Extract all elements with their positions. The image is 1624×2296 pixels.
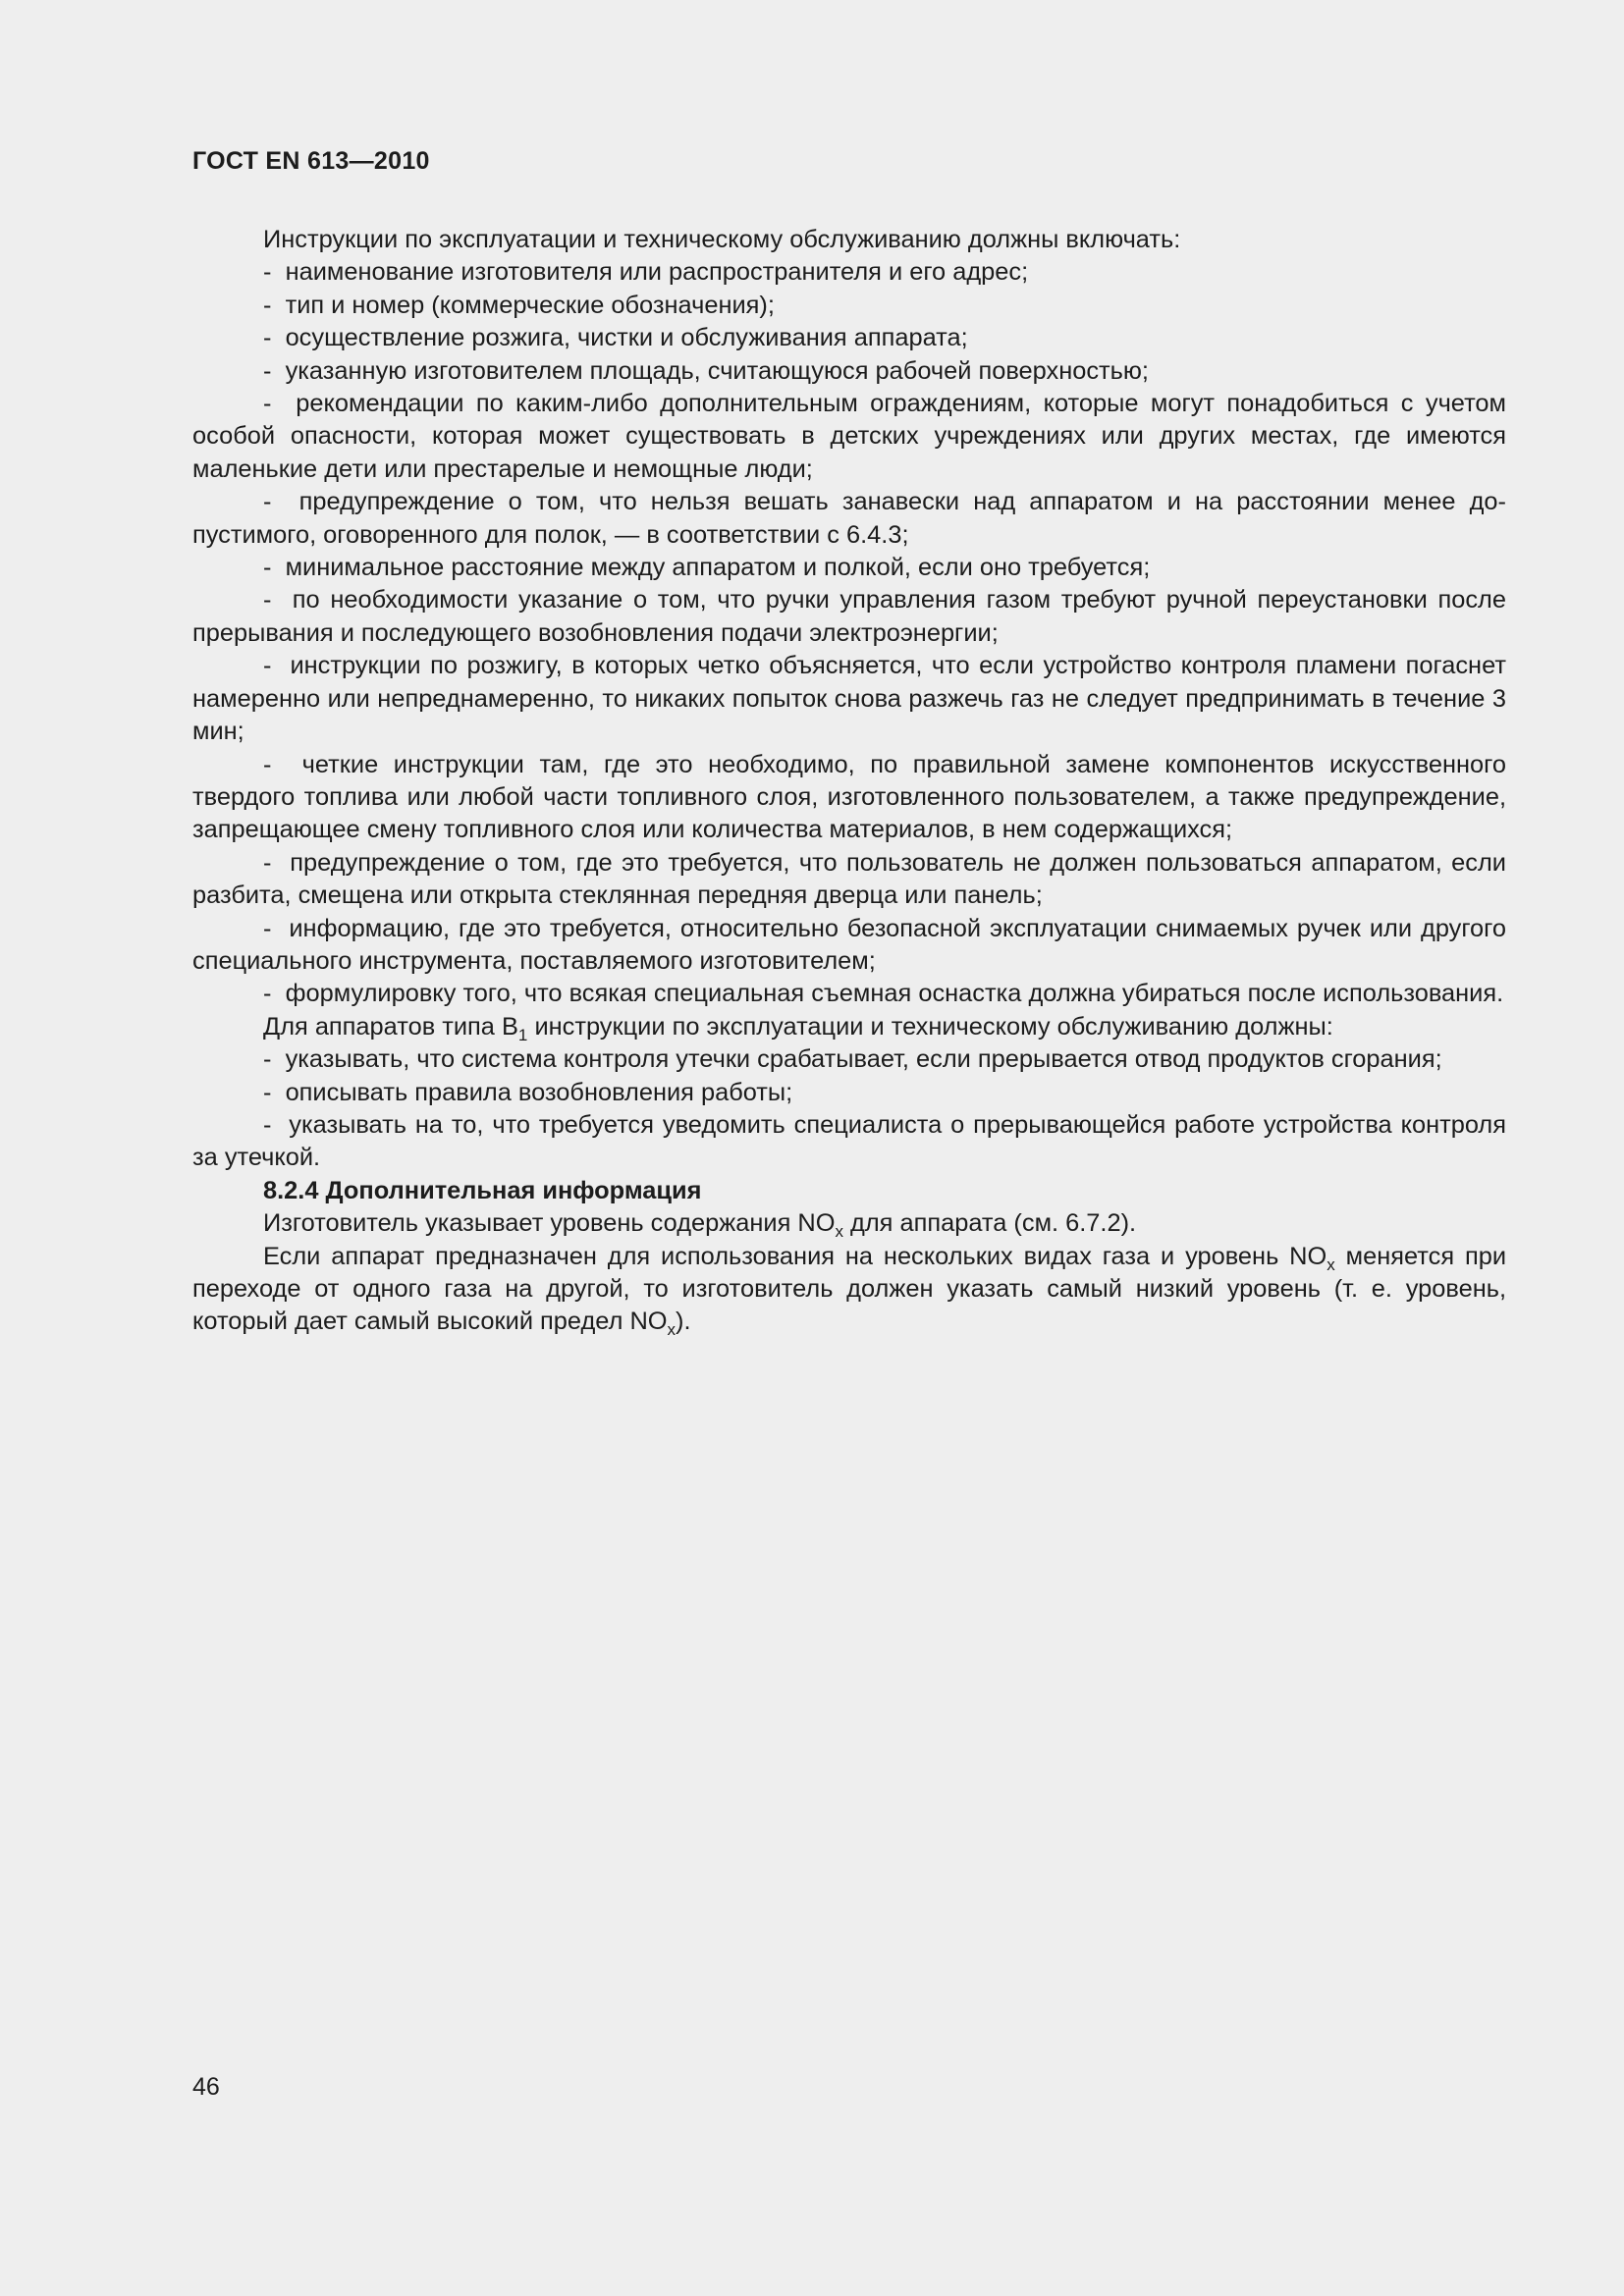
list-item: - формулировку того, что всякая специальная съемная оснастка должна убираться после использования.: [263, 980, 1504, 1008]
list-item: - четкие инструкции там, где это необходимо, по правильной замене компонентов искусственного твердого топлива или любой части топливного слоя, изготовленного пользователем, а также предупреждение, запрещающее смену топливного слоя или количества материалов, в нем содержащихся;: [192, 750, 1506, 844]
type-b-intro: [192, 1011, 1506, 1043]
list-item: - описывать правила возобновления работы;: [263, 1078, 793, 1106]
list-item: - инструкции по розжигу, в которых четко объясняется, что если устройство контроля пламени погаснет намеренно или непреднамеренно, то никаких попыток снова разжечь газ не следует предпринимать в течение 3 мин;: [192, 652, 1506, 746]
paragraph: Инструкции по эксплуатации и техническому обслуживанию должны включать:: [263, 226, 1181, 253]
list-item: - указывать, что система контроля утечки срабатывает, если прерывается отвод продуктов сгорания;: [263, 1045, 1442, 1074]
nox-text-before: Изготовитель указывает уровень содержания NO: [263, 1209, 836, 1238]
page-number: 46: [192, 2073, 220, 2101]
nox-paragraph: [192, 1207, 1506, 1240]
section-heading: 8.2.4 Дополнительная информация: [263, 1176, 702, 1204]
list-item: - предупреждение о том, где это требуется, что пользователь не должен пользоваться аппаратом, если разбита, смещена или открыта стеклянная передняя дверца или панель;: [192, 848, 1506, 910]
nox-text-part1: Если аппарат предназначен для использования на нескольких видах газа и уровень NO: [263, 1242, 1327, 1270]
nox-subscript: x: [835, 1222, 843, 1242]
type-b-subscript: 1: [517, 1025, 528, 1044]
nox-subscript: x: [1326, 1255, 1335, 1274]
list-item: - наименование изготовителя или распространителя и его адрес;: [263, 258, 1029, 287]
list-item: - предупреждение о том, что нельзя вешать занавески над аппаратом и на расстоянии менее допустимого, оговоренного для полок, — в соответствии с 6.4.3;: [192, 488, 1506, 549]
nox-text-after: для аппарата (см. 6.7.2).: [842, 1209, 1137, 1238]
nox-subscript: x: [667, 1320, 677, 1340]
list-item: - указывать на то, что требуется уведомить специалиста о прерывающейся работе устройства контроля за утечкой.: [192, 1110, 1506, 1172]
list-item: - информацию, где это требуется, относительно безопасной эксплуатации снимаемых ручек или другого специального инструмента, поставляемого изготовителем;: [192, 914, 1506, 975]
nox-text-part3: ).: [676, 1308, 691, 1336]
document-header: ГОСТ EN 613—2010: [192, 147, 430, 175]
document-body: [192, 224, 1506, 1339]
type-b-text-before: Для аппаратов типа В: [263, 1012, 518, 1041]
list-item: - осуществление розжига, чистки и обслуживания аппарата;: [263, 324, 968, 352]
list-item: - минимальное расстояние между аппаратом и полкой, если оно требуется;: [263, 554, 1151, 582]
nox-multi-gas-paragraph: [192, 1241, 1506, 1339]
nox-text-part2: меняется при переходе от одного газа на другой, то изготовитель должен указать самый низкий уровень (т. е. уровень, который дает самый высокий предел NO: [192, 1242, 1507, 1336]
list-item: - рекомендации по каким-либо дополнительным ограждениям, которые могут понадобиться с учетом особой опасности, которая может существовать в детских учреждениях или других местах, где имеются маленькие дети или престарелые и немощные люди;: [192, 390, 1506, 483]
list-item: - указанную изготовителем площадь, считающуюся рабочей поверхностью;: [263, 356, 1149, 385]
list-item: - по необходимости указание о том, что ручки управления газом требуют ручной переустановки после прерывания и последующего возобновления подачи электроэнергии;: [192, 586, 1506, 647]
type-b-text-after: инструкции по эксплуатации и техническому обслуживанию должны:: [527, 1012, 1333, 1041]
list-item: - тип и номер (коммерческие обозначения);: [263, 291, 775, 319]
